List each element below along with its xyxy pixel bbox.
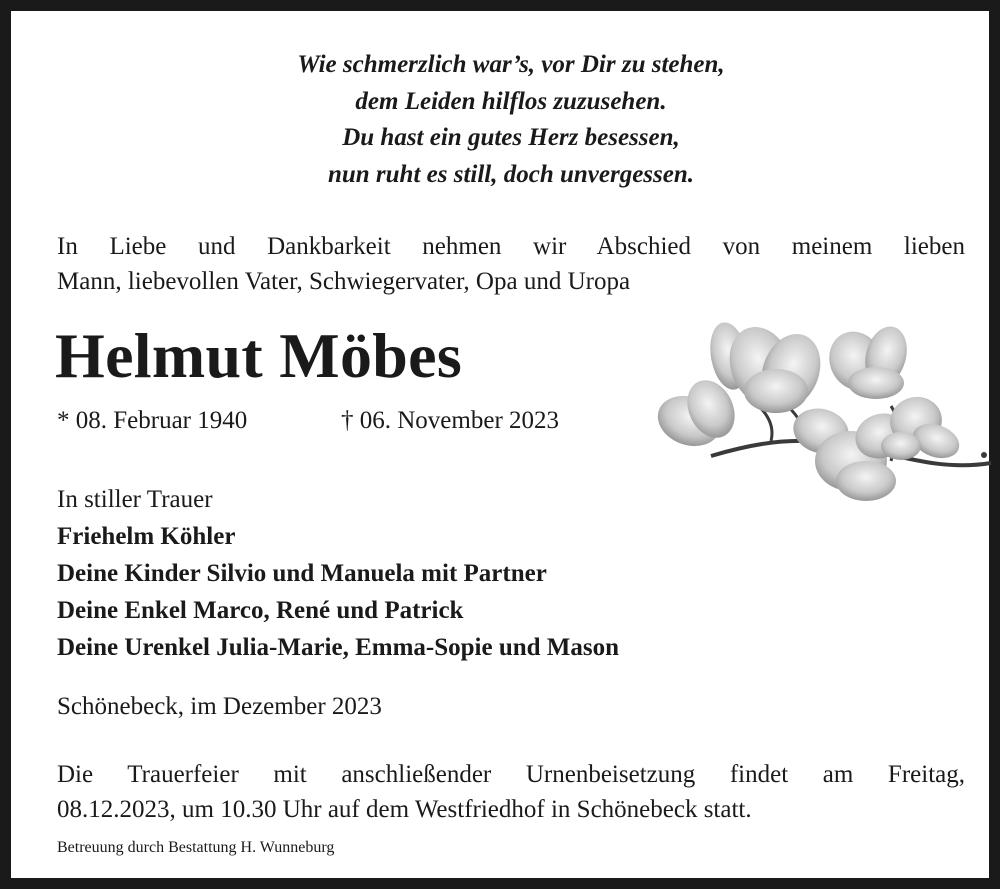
birth-date: * 08. Februar 1940 bbox=[57, 407, 248, 434]
mourners-block bbox=[57, 481, 619, 666]
death-date: † 06. November 2023 bbox=[341, 407, 560, 434]
farewell-intro bbox=[57, 229, 965, 299]
mourner-name: Deine Urenkel Julia-Marie, Emma-Sopie und Mason bbox=[57, 634, 620, 661]
deceased-name: Helmut Möbes bbox=[55, 320, 463, 391]
place-and-date: Schönebeck, im Dezember 2023 bbox=[57, 693, 382, 720]
mourner-name: Deine Kinder Silvio und Manuela mit Partner bbox=[57, 560, 547, 587]
mourner-name: Deine Enkel Marco, René und Patrick bbox=[57, 597, 464, 624]
mourning-intro: In stiller Trauer bbox=[57, 486, 213, 513]
magnolia-branch-icon bbox=[651, 311, 1000, 511]
memorial-poem bbox=[11, 47, 1000, 193]
funeral-service-info bbox=[57, 757, 965, 827]
poem-line: Wie schmerzlich war’s, vor Dir zu stehen, bbox=[297, 51, 725, 78]
service-line: Die Trauerfeier mit anschließender Urnenbeisetzung findet am Freitag, bbox=[57, 761, 965, 788]
funeral-home-credit: Betreuung durch Bestattung H. Wunneburg bbox=[57, 839, 335, 856]
poem-line: nun ruht es still, doch unvergessen. bbox=[327, 160, 695, 188]
service-line: 08.12.2023, um 10.30 Uhr auf dem Westfriedhof in Schönebeck statt. bbox=[57, 796, 752, 823]
poem-line: Du hast ein gutes Herz besessen, bbox=[342, 124, 680, 151]
poem-line: dem Leiden hilflos zuzusehen. bbox=[355, 87, 667, 115]
life-dates bbox=[57, 404, 560, 438]
intro-line: Mann, liebevollen Vater, Schwiegervater, Opa und Uropa bbox=[57, 268, 631, 295]
intro-line: In Liebe und Dankbarkeit nehmen wir Abschied von meinem lieben bbox=[57, 233, 965, 260]
mourner-name: Friehelm Köhler bbox=[57, 523, 236, 550]
